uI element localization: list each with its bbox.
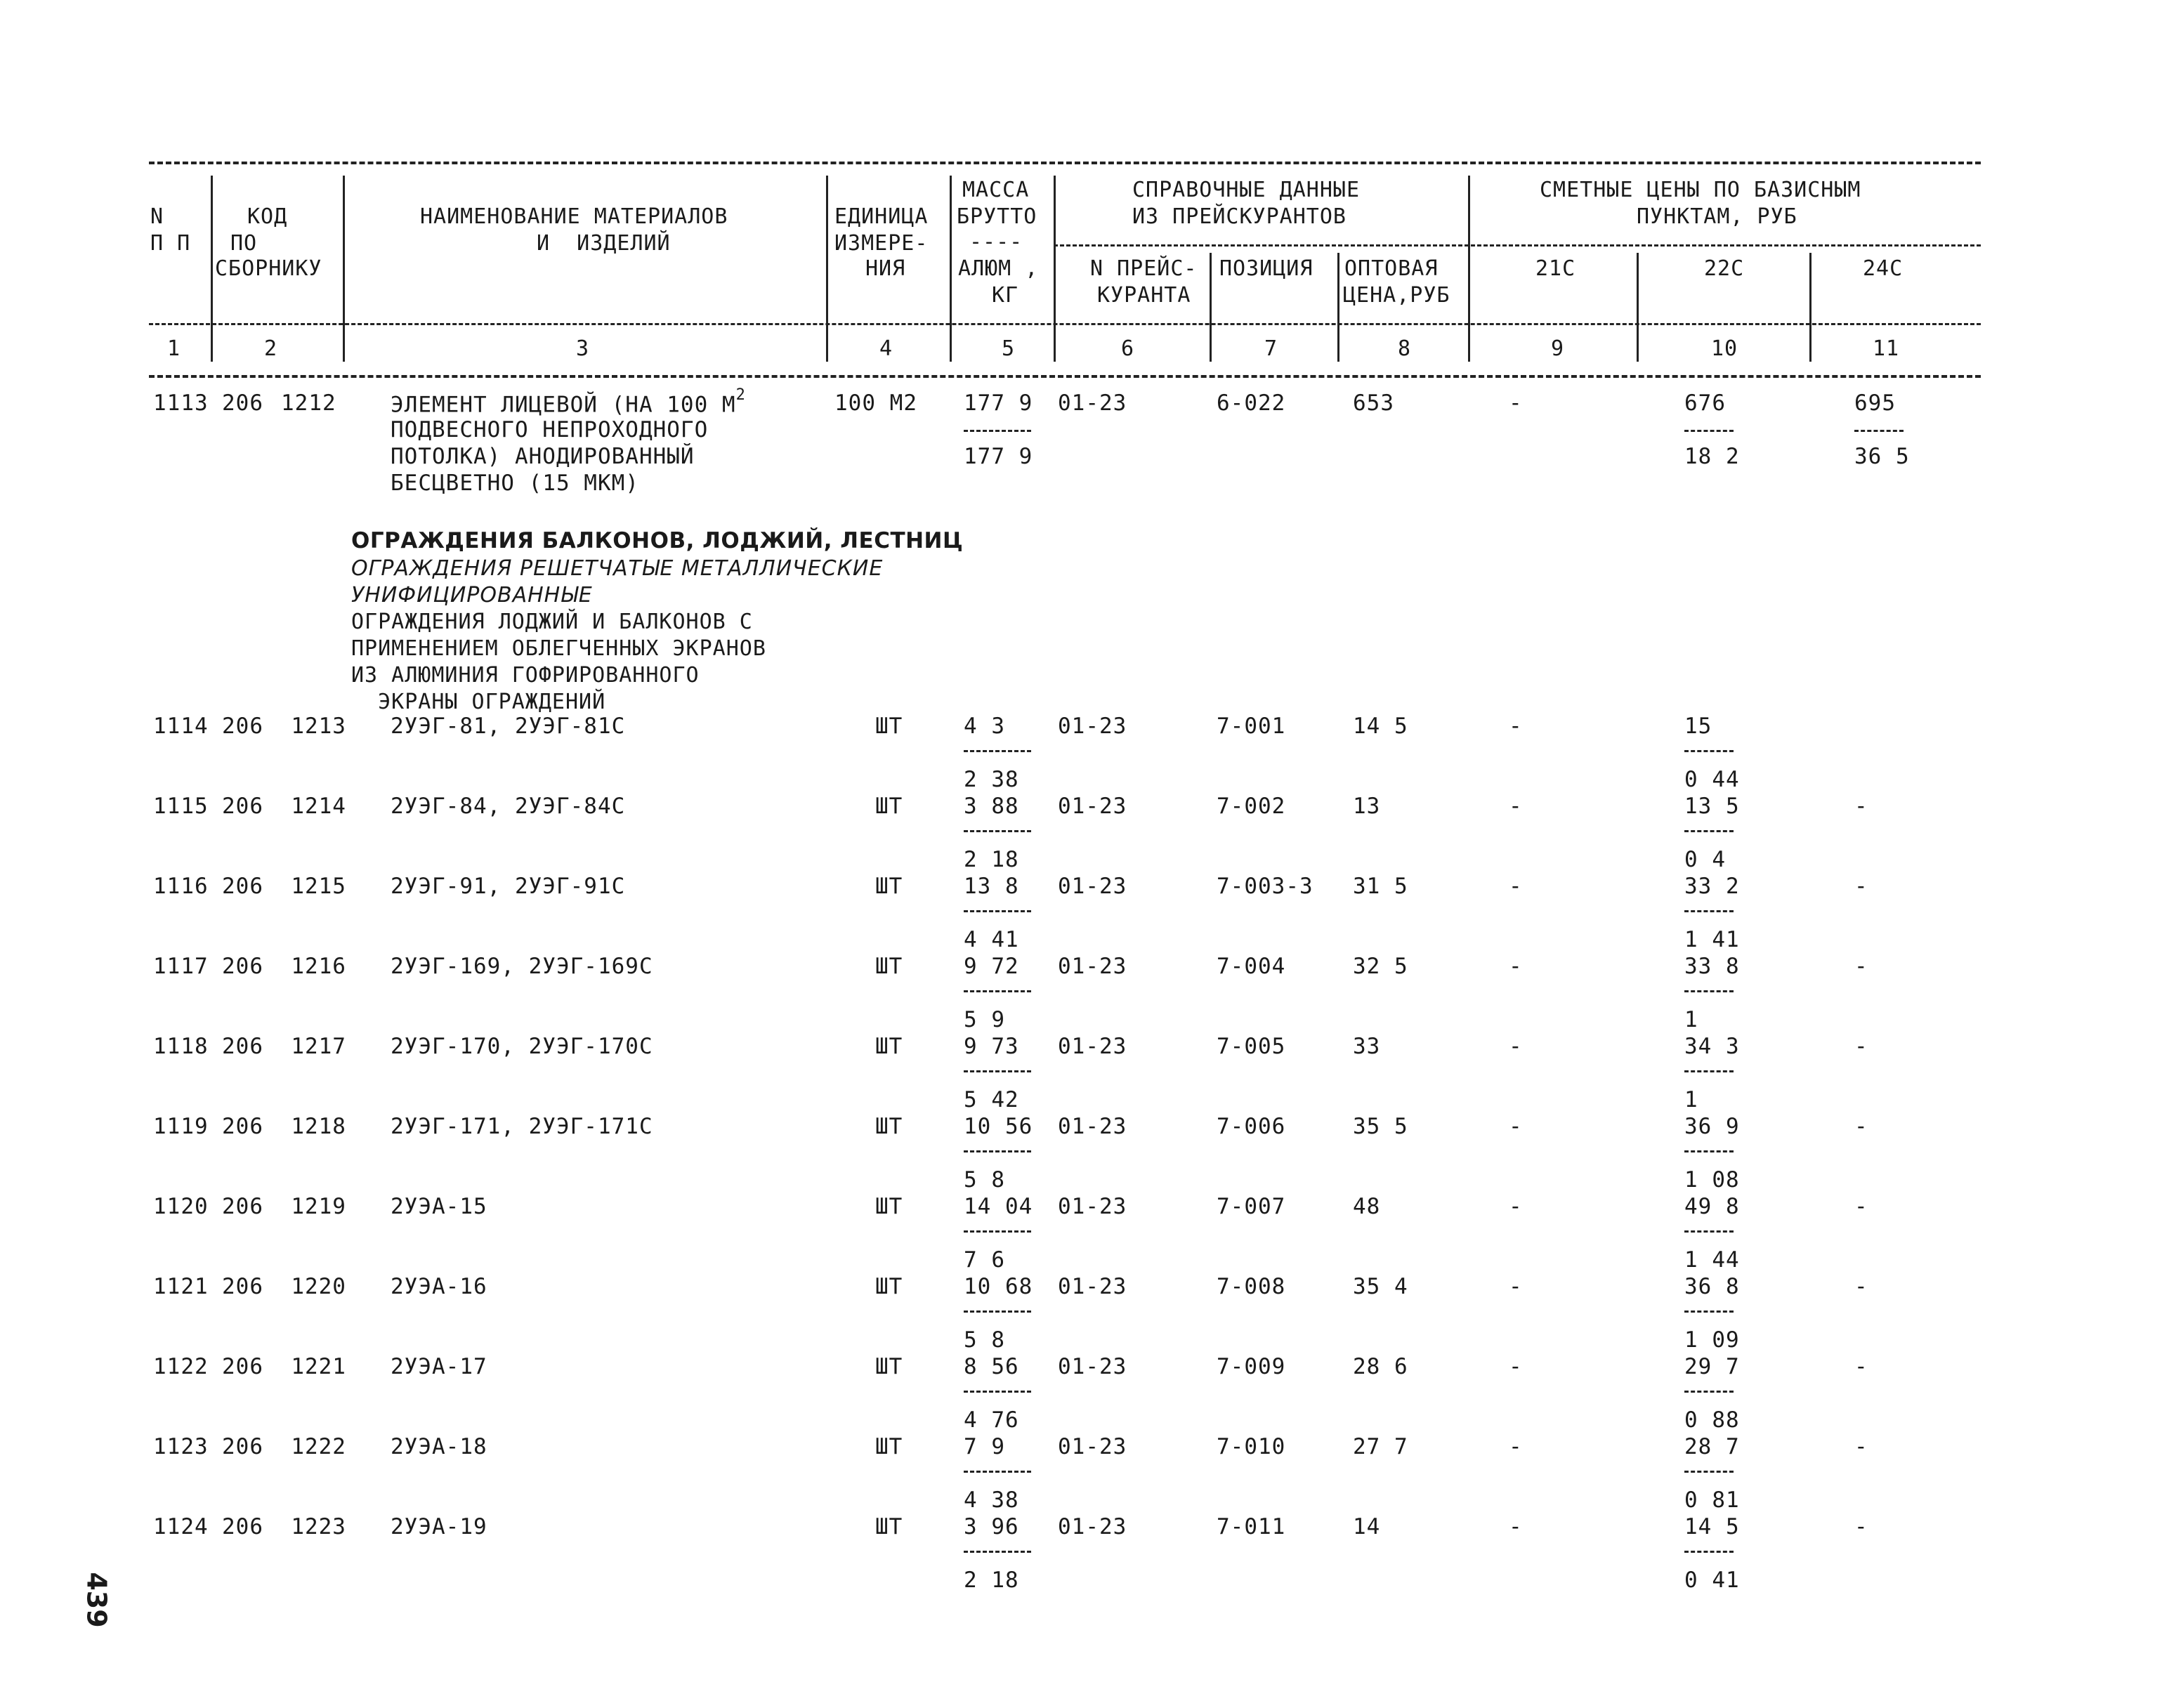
- row-name: 2УЭА-17: [391, 1354, 487, 1379]
- col-divider: [950, 176, 952, 362]
- row-nn: 1115: [153, 794, 209, 819]
- hdr-col9: 21С: [1535, 256, 1576, 281]
- row-1113-mass-divider: [964, 430, 1031, 432]
- row-1113-nn: 1113: [153, 390, 209, 416]
- row-p21: -: [1509, 1354, 1523, 1379]
- row-mass: 3 96: [964, 1514, 1019, 1539]
- row-1113-name-4: БЕСЦВЕТНО (15 МКМ): [391, 471, 639, 496]
- row-p21: -: [1509, 874, 1523, 899]
- row-code: 206 1214: [222, 794, 346, 819]
- row-p21: -: [1509, 1514, 1523, 1539]
- row-p22-divider: [1684, 1310, 1734, 1313]
- hdr-prices-group-line1: СМЕТНЫЕ ЦЕНЫ ПО БАЗИСНЫМ: [1540, 178, 1861, 202]
- row-1113-unit: 100 М2: [834, 390, 917, 416]
- row-mass-divider: [964, 1150, 1031, 1152]
- col-divider: [211, 176, 213, 362]
- row-p21: -: [1509, 1114, 1523, 1139]
- row-name: 2УЭА-18: [391, 1434, 487, 1459]
- row-name: 2УЭА-16: [391, 1274, 487, 1299]
- row-mass2: 4 76: [964, 1407, 1019, 1433]
- row-p24: -: [1854, 1274, 1868, 1299]
- hdr-col5-line4: АЛЮМ ,: [958, 256, 1039, 281]
- row-1113-price: 653: [1353, 390, 1394, 416]
- row-nn: 1123: [153, 1434, 209, 1459]
- row-price: 48: [1353, 1194, 1381, 1219]
- hdr-col2-line3: СБОРНИКУ: [215, 256, 322, 281]
- section-subtitle-italic-2: УНИФИЦИРОВАННЫЕ: [351, 583, 593, 607]
- hdr-num-9: 9: [1551, 336, 1565, 361]
- row-1113-name-2: ПОДВЕСНОГО НЕПРОХОДНОГО: [391, 417, 709, 442]
- header-top-rule: [149, 162, 1981, 164]
- row-mass: 14 04: [964, 1194, 1033, 1219]
- hdr-col5-line1: МАССА: [962, 178, 1030, 202]
- hdr-col8-line1: ОПТОВАЯ: [1344, 256, 1439, 281]
- row-p22b: 1: [1684, 1087, 1698, 1112]
- row-1113-p22: 676: [1684, 390, 1726, 416]
- col-divider: [1637, 253, 1639, 362]
- row-price: 14: [1353, 1514, 1381, 1539]
- row-p22-divider: [1684, 1391, 1734, 1393]
- row-mass: 4 3: [964, 714, 1005, 739]
- hdr-num-10: 10: [1711, 336, 1738, 361]
- row-list: 01-23: [1058, 714, 1127, 739]
- row-nn: 1122: [153, 1354, 209, 1379]
- hdr-col10: 22С: [1704, 256, 1745, 281]
- row-pos: 7-003-3: [1217, 874, 1313, 899]
- row-mass: 9 73: [964, 1034, 1019, 1059]
- row-unit: ШТ: [875, 1354, 903, 1379]
- row-mass2: 5 8: [964, 1327, 1005, 1353]
- hdr-ref-group-line2: ИЗ ПРЕЙСКУРАНТОВ: [1132, 204, 1347, 229]
- row-p22: 33 2: [1684, 874, 1740, 899]
- row-list: 01-23: [1058, 1354, 1127, 1379]
- row-nn: 1117: [153, 954, 209, 979]
- row-price: 33: [1353, 1034, 1381, 1059]
- row-list: 01-23: [1058, 1114, 1127, 1139]
- col-divider: [343, 176, 345, 362]
- hdr-prices-group-line2: ПУНКТАМ, РУБ: [1637, 204, 1797, 229]
- row-name: 2УЭГ-84, 2УЭГ-84С: [391, 794, 626, 819]
- row-p21: -: [1509, 954, 1523, 979]
- row-p22b: 0 4: [1684, 847, 1726, 872]
- header-mid-rule: [149, 323, 1981, 325]
- row-name: 2УЭГ-171, 2УЭГ-171С: [391, 1114, 653, 1139]
- row-list: 01-23: [1058, 1274, 1127, 1299]
- row-code: 206 1219: [222, 1194, 346, 1219]
- row-price: 35 4: [1353, 1274, 1408, 1299]
- row-1113-code-b: 1212: [281, 390, 336, 416]
- row-p22b: 1 41: [1684, 927, 1740, 952]
- page-number: [76, 1566, 118, 1629]
- hdr-ref-group-line1: СПРАВОЧНЫЕ ДАННЫЕ: [1132, 178, 1361, 202]
- row-mass: 9 72: [964, 954, 1019, 979]
- row-mass-divider: [964, 1551, 1031, 1553]
- row-p22: 13 5: [1684, 794, 1740, 819]
- row-unit: ШТ: [875, 794, 903, 819]
- row-mass2: 5 8: [964, 1167, 1005, 1193]
- row-mass: 7 9: [964, 1434, 1005, 1459]
- row-mass-divider: [964, 1070, 1031, 1072]
- hdr-num-8: 8: [1398, 336, 1412, 361]
- row-pos: 7-011: [1217, 1514, 1286, 1539]
- hdr-num-1: 1: [167, 336, 181, 361]
- row-pos: 7-002: [1217, 794, 1286, 819]
- row-name: 2УЭА-19: [391, 1514, 487, 1539]
- row-p24: -: [1854, 794, 1868, 819]
- row-name: 2УЭГ-170, 2УЭГ-170С: [391, 1034, 653, 1059]
- row-mass: 13 8: [964, 874, 1019, 899]
- row-mass-divider: [964, 990, 1031, 992]
- row-p22-divider: [1684, 1070, 1734, 1072]
- row-p24: -: [1854, 874, 1868, 899]
- row-p22b: 0 81: [1684, 1487, 1740, 1513]
- row-p21: -: [1509, 794, 1523, 819]
- row-p22: 29 7: [1684, 1354, 1740, 1379]
- row-code: 206 1223: [222, 1514, 346, 1539]
- row-p22: 36 8: [1684, 1274, 1740, 1299]
- row-list: 01-23: [1058, 874, 1127, 899]
- row-1113-mass: 177 9: [964, 390, 1033, 416]
- row-code: 206 1217: [222, 1034, 346, 1059]
- row-price: 28 6: [1353, 1354, 1408, 1379]
- row-pos: 7-008: [1217, 1274, 1286, 1299]
- row-mass-divider: [964, 750, 1031, 752]
- row-code: 206 1218: [222, 1114, 346, 1139]
- row-p21: -: [1509, 714, 1523, 739]
- section-note-1: ОГРАЖДЕНИЯ ЛОДЖИЙ И БАЛКОНОВ С: [351, 610, 753, 634]
- row-p22: 14 5: [1684, 1514, 1740, 1539]
- row-unit: ШТ: [875, 1194, 903, 1219]
- row-1113-code-a: 206: [222, 390, 263, 416]
- row-mass2: 2 18: [964, 1568, 1019, 1593]
- row-unit: ШТ: [875, 1434, 903, 1459]
- row-p22b: 0 44: [1684, 767, 1740, 792]
- group-header-rule: [1054, 244, 1981, 247]
- row-p24: -: [1854, 1434, 1868, 1459]
- row-list: 01-23: [1058, 1194, 1127, 1219]
- row-price: 31 5: [1353, 874, 1408, 899]
- hdr-col4-line2: ИЗМЕРЕ-: [834, 231, 929, 256]
- hdr-num-2: 2: [264, 336, 278, 361]
- row-mass2: 4 38: [964, 1487, 1019, 1513]
- row-unit: ШТ: [875, 1274, 903, 1299]
- row-list: 01-23: [1058, 954, 1127, 979]
- hdr-col2-line2: ПО: [230, 231, 258, 256]
- row-list: 01-23: [1058, 1514, 1127, 1539]
- row-p22: 36 9: [1684, 1114, 1740, 1139]
- row-nn: 1119: [153, 1114, 209, 1139]
- row-unit: ШТ: [875, 1034, 903, 1059]
- row-list: 01-23: [1058, 1434, 1127, 1459]
- row-nn: 1121: [153, 1274, 209, 1299]
- section-note-4: ЭКРАНЫ ОГРАЖДЕНИЙ: [351, 690, 606, 714]
- row-mass-divider: [964, 1471, 1031, 1473]
- row-pos: 7-001: [1217, 714, 1286, 739]
- row-mass: 3 88: [964, 794, 1019, 819]
- row-p22b: 0 88: [1684, 1407, 1740, 1433]
- row-p22-divider: [1684, 910, 1734, 912]
- row-p21: -: [1509, 1274, 1523, 1299]
- row-nn: 1116: [153, 874, 209, 899]
- row-p22b: 0 41: [1684, 1568, 1740, 1593]
- hdr-num-4: 4: [879, 336, 893, 361]
- hdr-col1-line1: N: [150, 204, 164, 229]
- row-nn: 1118: [153, 1034, 209, 1059]
- col-divider: [1809, 253, 1812, 362]
- hdr-col6-line1: N ПРЕЙС-: [1090, 256, 1198, 281]
- row-mass-divider: [964, 910, 1031, 912]
- row-mass2: 2 38: [964, 767, 1019, 792]
- hdr-col5-line3: ----: [969, 230, 1023, 254]
- hdr-col3-line2: И ИЗДЕЛИЙ: [537, 231, 671, 256]
- row-p22-divider: [1684, 1230, 1734, 1233]
- row-p22b: 1: [1684, 1007, 1698, 1032]
- section-note-3: ИЗ АЛЮМИНИЯ ГОФРИРОВАННОГО: [351, 663, 700, 688]
- row-code: 206 1222: [222, 1434, 346, 1459]
- row-unit: ШТ: [875, 1114, 903, 1139]
- col-divider: [1337, 253, 1339, 362]
- row-1113-p24: 695: [1854, 390, 1896, 416]
- row-p24: -: [1854, 1514, 1868, 1539]
- row-mass2: 5 42: [964, 1087, 1019, 1112]
- row-1113-p22-divider: [1684, 430, 1734, 432]
- row-1113-name-3: ПОТОЛКА) АНОДИРОВАННЫЙ: [391, 444, 695, 469]
- row-p24: -: [1854, 954, 1868, 979]
- row-mass: 10 56: [964, 1114, 1033, 1139]
- row-list: 01-23: [1058, 1034, 1127, 1059]
- hdr-col5-line2: БРУТТО: [957, 204, 1037, 229]
- row-p22b: 1 08: [1684, 1167, 1740, 1193]
- row-code: 206 1216: [222, 954, 346, 979]
- hdr-num-6: 6: [1121, 336, 1135, 361]
- row-1113-p22b: 18 2: [1684, 444, 1740, 469]
- row-name: 2УЭА-15: [391, 1194, 487, 1219]
- row-p22b: 1 09: [1684, 1327, 1740, 1353]
- row-price: 32 5: [1353, 954, 1408, 979]
- hdr-col7: ПОЗИЦИЯ: [1219, 256, 1313, 281]
- row-p24: -: [1854, 1354, 1868, 1379]
- row-p22: 15: [1684, 714, 1712, 739]
- row-pos: 7-004: [1217, 954, 1286, 979]
- row-p22b: 1 44: [1684, 1247, 1740, 1273]
- row-nn: 1120: [153, 1194, 209, 1219]
- col-divider: [1468, 176, 1470, 362]
- row-p22-divider: [1684, 1551, 1734, 1553]
- row-code: 206 1221: [222, 1354, 346, 1379]
- row-mass2: 2 18: [964, 847, 1019, 872]
- row-p21: -: [1509, 1034, 1523, 1059]
- row-p22-divider: [1684, 1471, 1734, 1473]
- row-p22-divider: [1684, 830, 1734, 832]
- row-p21: -: [1509, 1194, 1523, 1219]
- row-mass2: 4 41: [964, 927, 1019, 952]
- hdr-col4-line3: НИЯ: [865, 256, 906, 281]
- row-1113-p21: -: [1509, 390, 1523, 416]
- row-price: 14 5: [1353, 714, 1408, 739]
- hdr-num-3: 3: [576, 336, 590, 361]
- row-mass-divider: [964, 1230, 1031, 1233]
- row-1113-pricelist: 01-23: [1058, 390, 1127, 416]
- hdr-col11: 24С: [1863, 256, 1904, 281]
- hdr-col5-line5: КГ: [992, 283, 1019, 308]
- col-divider: [1054, 176, 1056, 362]
- hdr-col6-line2: КУРАНТА: [1097, 283, 1191, 308]
- section-subtitle-italic-1: ОГРАЖДЕНИЯ РЕШЕТЧАТЫЕ МЕТАЛЛИЧЕСКИЕ: [351, 556, 884, 581]
- row-code: 206 1213: [222, 714, 346, 739]
- row-nn: 1124: [153, 1514, 209, 1539]
- row-unit: ШТ: [875, 874, 903, 899]
- row-name: 2УЭГ-91, 2УЭГ-91С: [391, 874, 626, 899]
- hdr-col1-line2: П П: [150, 231, 191, 256]
- row-mass-divider: [964, 830, 1031, 832]
- row-unit: ШТ: [875, 954, 903, 979]
- row-unit: ШТ: [875, 1514, 903, 1539]
- row-name: 2УЭГ-169, 2УЭГ-169С: [391, 954, 653, 979]
- row-pos: 7-010: [1217, 1434, 1286, 1459]
- row-pos: 7-009: [1217, 1354, 1286, 1379]
- row-mass-divider: [964, 1391, 1031, 1393]
- row-mass2: 7 6: [964, 1247, 1005, 1273]
- hdr-num-11: 11: [1873, 336, 1900, 361]
- header-bottom-rule: [149, 375, 1981, 378]
- hdr-col8-line2: ЦЕНА,РУБ: [1343, 283, 1450, 308]
- row-p22: 33 8: [1684, 954, 1740, 979]
- section-note-2: ПРИМЕНЕНИЕМ ОБЛЕГЧЕННЫХ ЭКРАНОВ: [351, 636, 766, 661]
- row-1113-name-1: [391, 386, 746, 418]
- row-p22-divider: [1684, 750, 1734, 752]
- hdr-col2-line1: КОД: [247, 204, 288, 229]
- page-number-text: 439: [81, 1572, 112, 1628]
- row-list: 01-23: [1058, 794, 1127, 819]
- row-1113-name-sup: 2: [735, 386, 746, 404]
- row-mass: 10 68: [964, 1274, 1033, 1299]
- row-p22: 28 7: [1684, 1434, 1740, 1459]
- col-divider: [1210, 253, 1212, 362]
- section-title-bold: ОГРАЖДЕНИЯ БАЛКОНОВ, ЛОДЖИЙ, ЛЕСТНИЦ: [351, 528, 964, 553]
- row-pos: 7-005: [1217, 1034, 1286, 1059]
- row-p22: 49 8: [1684, 1194, 1740, 1219]
- row-p24: -: [1854, 1194, 1868, 1219]
- row-mass: 8 56: [964, 1354, 1019, 1379]
- row-name: 2УЭГ-81, 2УЭГ-81С: [391, 714, 626, 739]
- row-code: 206 1220: [222, 1274, 346, 1299]
- row-price: 35 5: [1353, 1114, 1408, 1139]
- row-nn: 1114: [153, 714, 209, 739]
- row-p24: -: [1854, 1114, 1868, 1139]
- hdr-col4-line1: ЕДИНИЦА: [834, 204, 929, 229]
- row-pos: 7-006: [1217, 1114, 1286, 1139]
- row-unit: ШТ: [875, 714, 903, 739]
- row-code: 206 1215: [222, 874, 346, 899]
- row-1113-name-1-text: ЭЛЕМЕНТ ЛИЦЕВОЙ (НА 100 М: [391, 392, 736, 418]
- hdr-num-5: 5: [1002, 336, 1016, 361]
- row-mass2: 5 9: [964, 1007, 1005, 1032]
- row-1113-p24b: 36 5: [1854, 444, 1910, 469]
- row-price: 27 7: [1353, 1434, 1408, 1459]
- row-1113-position: 6-022: [1217, 390, 1286, 416]
- row-p22-divider: [1684, 1150, 1734, 1152]
- row-1113-p24-divider: [1854, 430, 1904, 432]
- row-p21: -: [1509, 1434, 1523, 1459]
- col-divider: [826, 176, 828, 362]
- hdr-col3-line1: НАИМЕНОВАНИЕ МАТЕРИАЛОВ: [420, 204, 728, 229]
- row-price: 13: [1353, 794, 1381, 819]
- row-p24: -: [1854, 1034, 1868, 1059]
- row-mass-divider: [964, 1310, 1031, 1313]
- hdr-num-7: 7: [1264, 336, 1278, 361]
- row-p22-divider: [1684, 990, 1734, 992]
- row-p22: 34 3: [1684, 1034, 1740, 1059]
- row-1113-mass2: 177 9: [964, 444, 1033, 469]
- row-pos: 7-007: [1217, 1194, 1286, 1219]
